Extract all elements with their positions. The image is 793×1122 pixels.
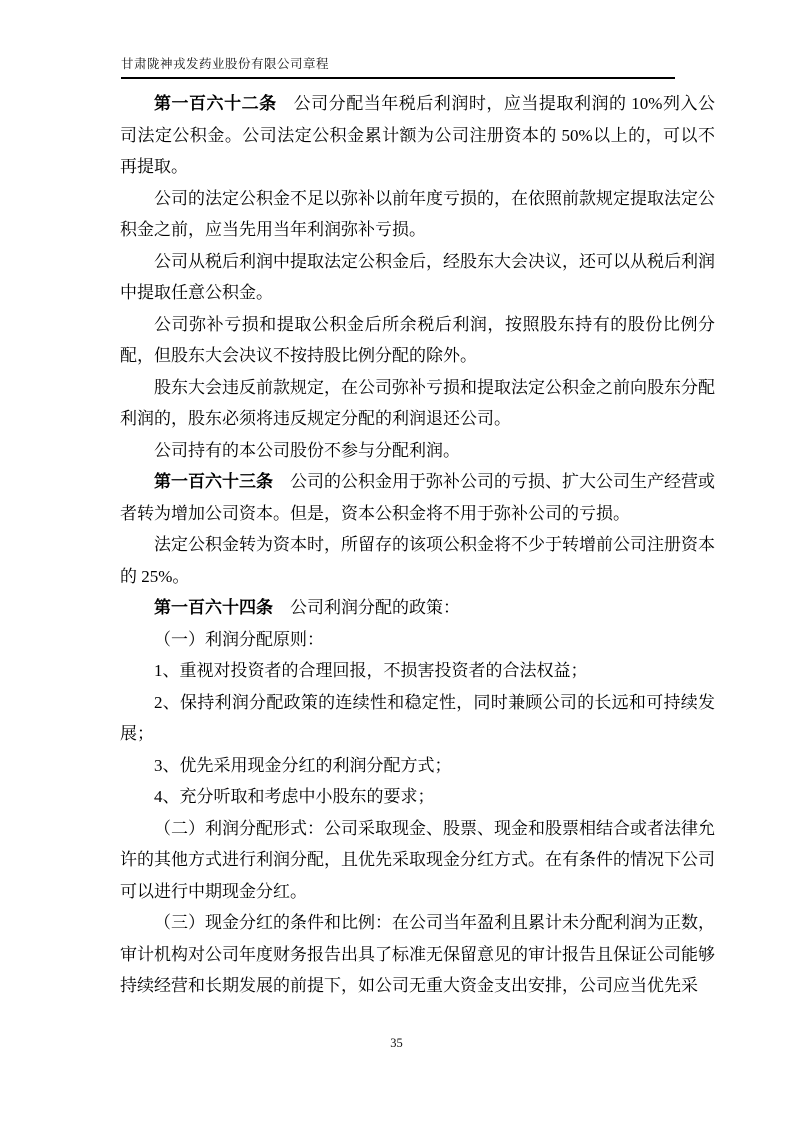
paragraph-text: 公司弥补亏损和提取公积金后所余税后利润，按照股东持有的股份比例分配，但股东大会决议不按持股比例分配的除外。 <box>120 314 715 365</box>
paragraph <box>120 372 715 435</box>
paragraph-text: 公司从税后利润中提取法定公积金后，经股东大会决议，还可以从税后利润中提取任意公积金。 <box>120 251 715 302</box>
paragraph-text: 公司的法定公积金不足以弥补以前年度亏损的，在依照前款规定提取法定公积金之前，应当先用当年利润弥补亏损。 <box>120 188 715 239</box>
paragraph-text: （三）现金分红的条件和比例：在公司当年盈利且累计未分配利润为正数，审计机构对公司年度财务报告出具了标准无保留意见的审计报告且保证公司能够持续经营和长期发展的前提下，如公司无重大资金支出安排，公司应当优先采 <box>120 913 715 995</box>
paragraph-text: 2、保持利润分配政策的连续性和稳定性，同时兼顾公司的长远和可持续发展； <box>120 692 715 743</box>
article-number: 第一百六十四条 <box>154 598 273 617</box>
paragraph-list-item <box>120 750 715 782</box>
paragraph-list-item <box>120 624 715 656</box>
paragraph-list-item <box>120 781 715 813</box>
paragraph-list-item <box>120 813 715 908</box>
paragraph-text: 公司分配当年税后利润时，应当提取利润的 10%列入公司法定公积金。公司法定公积金累计额为公司注册资本的 50%以上的，可以不再提取。 <box>120 94 715 176</box>
paragraph-text: 公司持有的本公司股份不参与分配利润。 <box>154 440 460 460</box>
paragraph-text: 3、优先采用现金分红的利润分配方式； <box>154 755 452 775</box>
paragraph-text: （一）利润分配原则： <box>154 629 324 649</box>
page-number: 35 <box>390 1036 403 1050</box>
paragraph-list-item <box>120 907 715 1002</box>
paragraph-text: 4、充分听取和考虑中小股东的要求； <box>154 787 435 806</box>
paragraph-text: 1、重视对投资者的合理回报，不损害投资者的合法权益； <box>154 661 588 680</box>
paragraph-text: （二）利润分配形式：公司采取现金、股票、现金和股票相结合或者法律允许的其他方式进行利润分配，且优先采取现金分红方式。在有条件的情况下公司可以进行中期现金分红。 <box>120 818 715 901</box>
page-header <box>121 54 675 79</box>
paragraph <box>120 246 715 309</box>
article-number: 第一百六十二条 <box>154 94 277 113</box>
paragraph-list-item <box>120 655 715 687</box>
article-number: 第一百六十三条 <box>154 472 273 491</box>
paragraph-text: 法定公积金转为资本时，所留存的该项公积金将不少于转增前公司注册资本的 25%。 <box>120 535 715 586</box>
paragraph-article-162 <box>120 88 715 183</box>
page-header-title: 甘肃陇神戎发药业股份有限公司章程 <box>121 57 330 71</box>
paragraph-text: 股东大会违反前款规定，在公司弥补亏损和提取法定公积金之前向股东分配利润的，股东必须将违反规定分配的利润退还公司。 <box>120 377 715 428</box>
paragraph-text: 公司利润分配的政策： <box>290 598 460 617</box>
paragraph-text: 公司的公积金用于弥补公司的亏损、扩大公司生产经营或者转为增加公司资本。但是，资本公积金将不用于弥补公司的亏损。 <box>120 472 715 523</box>
paragraph <box>120 529 715 592</box>
paragraph-article-163 <box>120 466 715 529</box>
paragraph-article-164 <box>120 592 715 624</box>
document-body <box>120 88 715 1002</box>
paragraph <box>120 309 715 372</box>
paragraph <box>120 183 715 246</box>
paragraph <box>120 435 715 467</box>
page-footer <box>0 1036 793 1051</box>
paragraph-list-item <box>120 687 715 750</box>
